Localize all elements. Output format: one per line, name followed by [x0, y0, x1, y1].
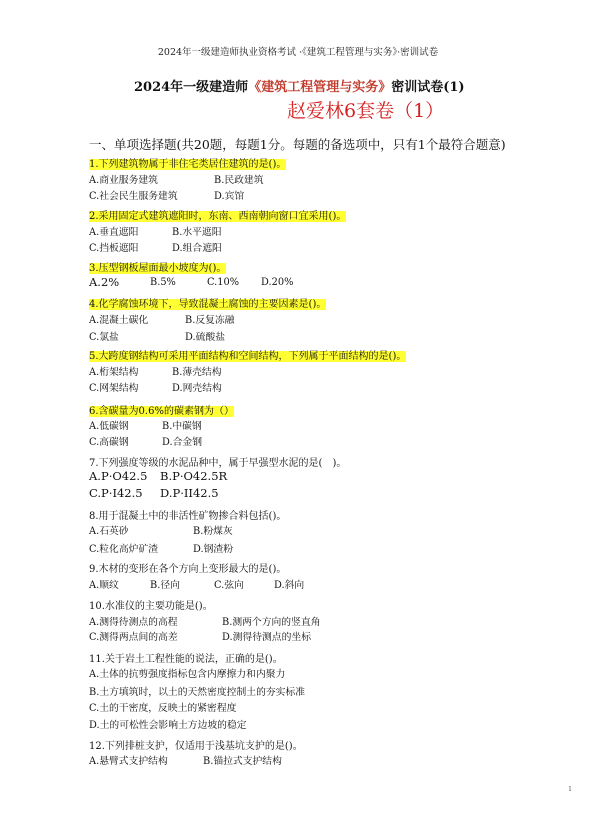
question-11-text: 11.关于岩土工程性能的说法，正确的是()。 [89, 654, 283, 665]
q3-option-b: B.5% [150, 277, 176, 288]
q4-option-a: A.混凝土碳化 [89, 315, 149, 326]
q1-option-c: C.社会民生服务建筑 [89, 191, 178, 202]
q7-option-d: D.P·II42.5 [160, 486, 219, 500]
q12-option-b: B.锚拉式支护结构 [203, 756, 282, 767]
exam-title [134, 76, 465, 95]
page-header: 2024年一级建造师执业资格考试 ·《建筑工程管理与实务》·密训试卷 [157, 47, 439, 58]
q10-option-d: D.测得待测点的坐标 [222, 632, 311, 643]
q5-option-c: C.网架结构 [89, 383, 139, 394]
question-7-text: 7.下列强度等级的水泥品种中，属于早强型水泥的是( )。 [89, 458, 347, 469]
q12-option-a: A.悬臂式支护结构 [89, 756, 168, 767]
q11-option-c: C.土的干密度，反映土的紧密程度 [89, 703, 237, 714]
q8-option-b: B.粉煤灰 [193, 526, 233, 537]
q9-option-b: B.径向 [150, 580, 180, 591]
question-4 [89, 295, 326, 310]
q1-option-b: B.民政建筑 [214, 175, 264, 186]
question-6-text: 6.含碳量为0.6%的碳素钢为（） [89, 406, 234, 417]
q10-option-c: C.测得两点间的高差 [89, 632, 178, 643]
title-prefix: 2024年一级建造师 [134, 80, 249, 95]
q4-option-d: D.硫酸盐 [185, 332, 226, 343]
question-10 [89, 597, 213, 612]
q6-option-a: A.低碳钢 [89, 421, 129, 432]
q2-option-b: B.水平遮阳 [172, 227, 222, 238]
question-10-text: 10.水准仪的主要功能是()。 [89, 601, 213, 612]
q4-option-b: B.反复冻融 [185, 315, 235, 326]
page-number: 1 [568, 786, 572, 793]
q9-option-a: A.顺纹 [89, 580, 119, 591]
question-9 [89, 560, 286, 575]
q8-option-c: C.粒化高炉矿渣 [89, 544, 159, 555]
q5-option-b: B.薄壳结构 [172, 367, 222, 378]
q6-option-b: B.中碳钢 [162, 421, 202, 432]
q2-option-a: A.垂直遮阳 [89, 227, 139, 238]
title-suffix: 密训试卷(1) [391, 80, 465, 95]
q11-option-b: B.土方填筑时，以土的天然密度控制土的夯实标准 [89, 687, 306, 698]
question-11 [89, 650, 283, 665]
q7-option-b: B.P·O42.5R [160, 469, 228, 483]
q11-option-d: D.土的可松性会影响土方边坡的稳定 [89, 720, 247, 731]
question-1 [89, 155, 286, 170]
q9-option-d: D.斜向 [274, 580, 305, 591]
question-1-text: 1.下列建筑物属于非住宅类居住建筑的是()。 [89, 159, 287, 170]
q10-option-a: A.测得待测点的高程 [89, 617, 178, 628]
question-5-text: 5.大跨度钢结构可采用平面结构和空间结构，下列属于平面结构的是()。 [89, 351, 407, 362]
q7-option-c: C.P·I42.5 [89, 486, 143, 500]
q3-option-c: C.10% [207, 277, 240, 288]
q8-option-d: D.钢渣粉 [193, 544, 234, 555]
question-3-text: 3.压型钢板屋面最小坡度为()。 [89, 263, 227, 274]
question-5 [89, 347, 406, 362]
q1-option-a: A.商业服务建筑 [89, 175, 158, 186]
q2-option-c: C.挡板遮阳 [89, 243, 139, 254]
q8-option-a: A.石英砂 [89, 526, 129, 537]
q3-option-d: D.20% [261, 277, 294, 288]
question-8-text: 8.用于混凝土中的非活性矿物掺合料包括()。 [89, 511, 287, 522]
q6-option-d: D.合金钢 [162, 437, 203, 448]
q6-option-c: C.高碳钢 [89, 437, 129, 448]
question-7 [89, 454, 346, 469]
q7-option-a: A.P·O42.5 [89, 469, 148, 483]
q9-option-c: C.弦向 [214, 580, 244, 591]
title-book-name: 《建筑工程管理与实务》 [248, 80, 392, 95]
q11-option-a: A.土体的抗剪强度指标包含内摩擦力和内聚力 [89, 669, 286, 680]
q10-option-b: B.测两个方向的竖直角 [222, 617, 321, 628]
question-4-text: 4.化学腐蚀环境下，导致混凝土腐蚀的主要因素是()。 [89, 299, 327, 310]
section-heading: 一、单项选择题(共20题，每题1分。每题的备选项中，只有1个最符合题意) [89, 137, 506, 152]
question-9-text: 9.木材的变形在各个方向上变形最大的是()。 [89, 564, 287, 575]
question-2 [89, 207, 346, 222]
question-12 [89, 737, 303, 752]
question-12-text: 12.下列排桩支护，仅适用于浅基坑支护的是()。 [89, 741, 303, 752]
question-6 [89, 402, 234, 417]
q1-option-d: D.宾馆 [214, 191, 245, 202]
question-3 [89, 259, 226, 274]
q4-option-c: C.氯盐 [89, 332, 119, 343]
exam-subtitle: 赵爱林6套卷（1） [287, 100, 445, 122]
q5-option-a: A.桁架结构 [89, 367, 139, 378]
q3-option-a: A.2% [89, 275, 120, 289]
q2-option-d: D.组合遮阳 [172, 243, 222, 254]
question-8 [89, 507, 286, 522]
q5-option-d: D.网壳结构 [172, 383, 222, 394]
question-2-text: 2.采用固定式建筑遮阳时，东南、西南朝向窗口宜采用()。 [89, 211, 347, 222]
